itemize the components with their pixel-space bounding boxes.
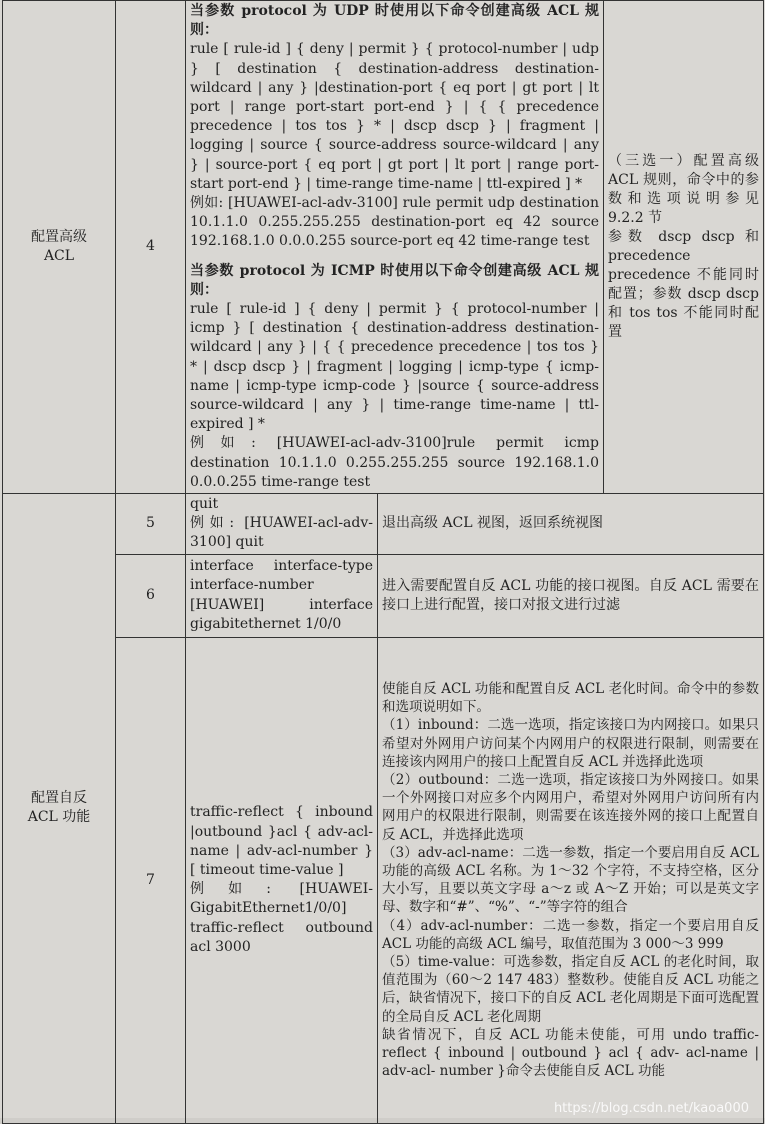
table-row-traffic-reflect [3,637,764,1123]
description-cell: 退出高级 ACL 视图，返回系统视图 [378,494,764,555]
description-cell: 进入需要配置自反 ACL 功能的接口视图。自反 ACL 需要在接口上进行配置，接口对报文进行过滤 [378,554,764,637]
row-group-name-reflect: 配置自反 ACL 功能 [3,494,116,1124]
table-row-advanced-acl [3,1,764,494]
table-row-quit [3,494,764,555]
description-cell: （三选一）配置高级 ACL 规则，命令中的参数和选项说明参见 9.2.2 节 参数 dscp dscp 和 precedence precedence 不能同时配置；参数 dscp dscp 和 tos tos 不能同时配置 [604,1,764,494]
icmp-section [190,262,599,492]
command-cell: interface interface-type interface-number [HUAWEI] interface gigabitethernet 1/0/0 [186,554,378,637]
command-cell: quit 例如: [HUAWEI-acl-adv-3100] quit [186,494,378,555]
step-number: 6 [116,554,186,637]
step-number: 7 [116,637,186,1123]
row-group-name-advanced: 配置高级 ACL [3,1,116,494]
udp-intro: 当参数 protocol 为 UDP 时使用以下命令创建高级 ACL 规则： [190,3,599,39]
icmp-intro: 当参数 protocol 为 ICMP 时使用以下命令创建高级 ACL 规则： [190,262,599,298]
udp-example: 例如: [HUAWEI-acl-adv-3100] rule permit udp destination 10.1.1.0 0.255.255.255 destination-port eq 42 source 192.168.1.0 0.0.0.255 source-port eq 42 time-range test [190,195,599,250]
table-row-interface [3,554,764,637]
acl-config-table [2,0,764,1124]
command-cell [186,1,604,494]
step-number: 4 [116,1,186,494]
udp-syntax: rule [ rule-id ] { deny | permit } { protocol-number | udp } [ destination { destination-address destination-wildcard | any } |destination-port { eq port | gt port | lt port | range port-start port-end } | { { precedence precedence | tos tos } * | dscp dscp } | fragment | logging | source { source-address source-wildcard | any } | source-port { eq port | gt port | lt port | range port-start port-end } | time-range time-name | ttl-expired ] * [190,41,599,192]
command-cell: traffic-reflect { inbound |outbound }acl { adv-acl-name | adv-acl-number } [ timeout time-value ] 例如: [HUAWEI-GigabitEthernet1/0/0] traffic-reflect outbound acl 3000 [186,637,378,1123]
step-number: 5 [116,494,186,555]
watermark: https://blog.csdn.net/kaoa000 [553,1101,749,1116]
udp-section [190,2,599,252]
icmp-syntax: rule [ rule-id ] { deny | permit } { protocol-number | icmp } [ destination { destination-address destination-wildcard | any } | { { precedence precedence | tos tos } * | dscp dscp } | fragment | logging | icmp-type { icmp-name | icmp-type icmp-code } |source { source-address source-wildcard | any } | time-range time-name | ttl-expired ] * [190,301,599,433]
icmp-example: 例如: [HUAWEI-acl-adv-3100]rule permit icmp destination 10.1.1.0 0.255.255.255 source 192.168.1.0 0.0.0.255 time-range test [190,435,599,490]
description-cell: 使能自反 ACL 功能和配置自反 ACL 老化时间。命令中的参数和选项说明如下。 （1）inbound：二选一选项，指定该接口为内网接口。如果只希望对外网用户访问某个内网用户的权限进行限制，则需要在连接该内网用户的接口上配置自反 ACL 并选择此选项 （2）outbound：二选一选项，指定该接口为外网接口。如果一个外网接口对应多个内网用户，希望对外网用户访问所有内网用户的权限进行限制，则需要在该连接外网的接口上配置自反 ACL，并选择此选项 （3）adv-acl-name：二选一参数，指定一个要启用自反 ACL 功能的高级 ACL 名称。为 1～32 个字符，不支持空格，区分大小写，且要以英文字母 a～z 或 A～Z 开始；可以是英文字母、数字和“#”、“%”、“-”等字符的组合 （4）adv-acl-number：二选一参数，指定一个要启用自反 ACL 功能的高级 ACL 编号，取值范围为 3 000～3 999 （5）time-value：可选参数，指定自反 ACL 的老化时间，取值范围为（60～2 147 483）整数秒。使能自反 ACL 功能之后，缺省情况下，接口下的自反 ACL 老化周期是下面可选配置的全局自反 ACL 老化周期 缺省情况下，自反 ACL 功能未使能，可用 undo traffic-reflect { inbound | outbound } acl { adv- acl-name | adv-acl- number }命令去使能自反 ACL 功能 [378,637,764,1123]
